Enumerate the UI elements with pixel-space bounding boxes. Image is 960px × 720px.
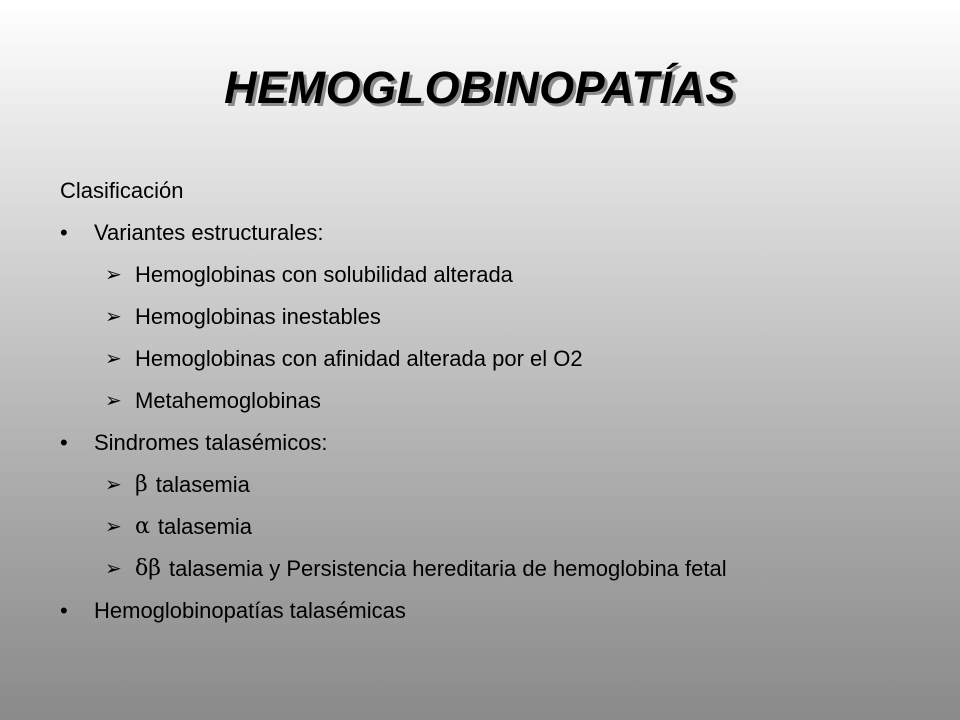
arrow-bullet-icon: ➢: [105, 348, 122, 370]
classification-heading: [60, 170, 920, 212]
arrow-bullet-icon: ➢: [105, 306, 122, 328]
sub-list-item: [60, 338, 920, 380]
sub-item-text: talasemia: [157, 514, 253, 539]
sub-list-item: [60, 506, 920, 548]
greek-prefix: β: [135, 472, 148, 497]
sub-list-item: [60, 548, 920, 590]
sub-item-text: Hemoglobinas inestables: [135, 304, 381, 329]
sub-list-item: [60, 380, 920, 422]
arrow-bullet-icon: ➢: [105, 474, 122, 496]
list-item: [60, 212, 920, 254]
sub-list-item: [60, 464, 920, 506]
sub-list-item: [60, 254, 920, 296]
greek-prefix: α: [135, 514, 150, 539]
bullet-icon: •: [60, 598, 68, 623]
section-label: Variantes estructurales:: [94, 220, 324, 245]
heading-text: Clasificación: [60, 178, 184, 203]
slide-content: [60, 170, 920, 632]
sub-item-text: Hemoglobinas con solubilidad alterada: [135, 262, 513, 287]
list-item: [60, 590, 920, 632]
sub-list-item: [60, 296, 920, 338]
greek-prefix: δβ: [135, 556, 161, 581]
arrow-bullet-icon: ➢: [105, 390, 122, 412]
list-item: [60, 422, 920, 464]
section-label: Sindromes talasémicos:: [94, 430, 328, 455]
section-label: Hemoglobinopatías talasémicas: [94, 598, 406, 623]
arrow-bullet-icon: ➢: [105, 558, 122, 580]
slide-title: HEMOGLOBINOPATÍAS: [224, 62, 736, 113]
sub-item-text: Hemoglobinas con afinidad alterada por el O2: [135, 346, 583, 371]
sub-item-text: talasemia: [155, 472, 250, 497]
bullet-icon: •: [60, 220, 68, 245]
sub-item-text: talasemia y Persistencia hereditaria de hemoglobina fetal: [168, 556, 727, 581]
arrow-bullet-icon: ➢: [105, 516, 122, 538]
sub-item-text: Metahemoglobinas: [135, 388, 321, 413]
bullet-icon: •: [60, 430, 68, 455]
arrow-bullet-icon: ➢: [105, 264, 122, 286]
